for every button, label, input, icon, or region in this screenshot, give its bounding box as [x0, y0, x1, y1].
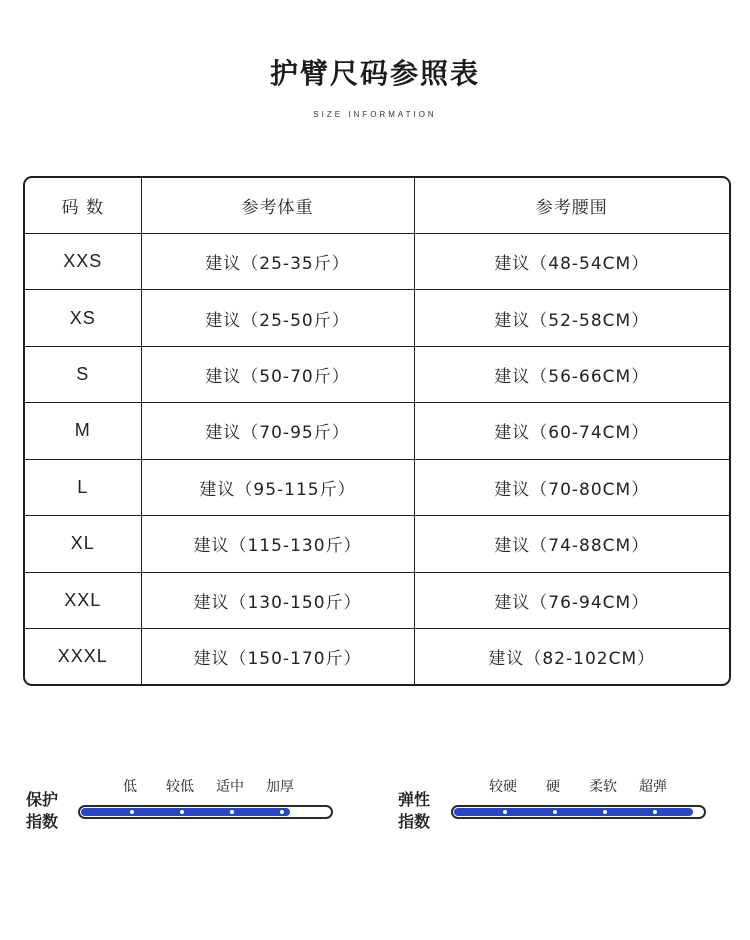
level-dot — [280, 810, 284, 814]
size-cell: XXXL — [25, 629, 141, 684]
elasticity-level-label: 超弹 — [639, 779, 667, 795]
protection-level-bar — [78, 805, 333, 819]
weight-cell: 建议（25-50斤） — [141, 290, 414, 346]
size-cell: M — [25, 403, 141, 459]
waist-cell: 建议（56-66CM） — [414, 346, 729, 402]
waist-cell: 建议（76-94CM） — [414, 572, 729, 628]
weight-cell: 建议（95-115斤） — [141, 459, 414, 515]
table-header-row — [25, 178, 729, 233]
size-cell: XL — [25, 516, 141, 572]
elasticity-level-bar — [451, 805, 706, 819]
size-cell: S — [25, 346, 141, 402]
level-dot — [180, 810, 184, 814]
page-subtitle: SIZE INFORMATION — [313, 110, 437, 119]
level-dot — [603, 810, 607, 814]
weight-cell: 建议（130-150斤） — [141, 572, 414, 628]
protection-bar-fill — [81, 808, 290, 816]
elasticity-level-label: 柔软 — [589, 779, 617, 795]
waist-cell: 建议（70-80CM） — [414, 459, 729, 515]
header-size: 码 数 — [25, 178, 141, 233]
table-row — [25, 346, 729, 402]
level-dot — [553, 810, 557, 814]
protection-level-label: 加厚 — [266, 779, 294, 795]
level-dot — [503, 810, 507, 814]
protection-title-line2: 指数 — [26, 812, 59, 831]
table-row — [25, 629, 729, 684]
elasticity-bar-fill — [454, 808, 693, 816]
elasticity-level-label: 硬 — [546, 779, 560, 795]
protection-level-label: 适中 — [216, 779, 244, 795]
header-waist: 参考腰围 — [414, 178, 729, 233]
weight-cell: 建议（25-35斤） — [141, 233, 414, 289]
waist-cell: 建议（74-88CM） — [414, 516, 729, 572]
table-row — [25, 403, 729, 459]
table-row — [25, 290, 729, 346]
header-weight: 参考体重 — [141, 178, 414, 233]
size-table — [23, 176, 731, 686]
size-cell: XXS — [25, 233, 141, 289]
table-row — [25, 459, 729, 515]
protection-level-label: 较低 — [166, 779, 194, 795]
size-cell: XXL — [25, 572, 141, 628]
level-dot — [653, 810, 657, 814]
elasticity-title-line2: 指数 — [398, 812, 431, 831]
page-title: 护臂尺码参照表 — [269, 57, 480, 90]
table-row — [25, 516, 729, 572]
protection-title-line1: 保护 — [26, 790, 59, 809]
table-row — [25, 572, 729, 628]
waist-cell: 建议（52-58CM） — [414, 290, 729, 346]
elasticity-level-label: 较硬 — [489, 779, 517, 795]
table-row — [25, 233, 729, 289]
weight-cell: 建议（150-170斤） — [141, 629, 414, 684]
waist-cell: 建议（48-54CM） — [414, 233, 729, 289]
level-dot — [130, 810, 134, 814]
waist-cell: 建议（82-102CM） — [414, 629, 729, 684]
elasticity-title-line1: 弹性 — [398, 790, 431, 809]
weight-cell: 建议（50-70斤） — [141, 346, 414, 402]
size-cell: L — [25, 459, 141, 515]
protection-index-title — [26, 789, 66, 833]
elasticity-index-title — [398, 789, 438, 833]
weight-cell: 建议（70-95斤） — [141, 403, 414, 459]
waist-cell: 建议（60-74CM） — [414, 403, 729, 459]
protection-level-label: 低 — [123, 779, 137, 795]
weight-cell: 建议（115-130斤） — [141, 516, 414, 572]
level-dot — [230, 810, 234, 814]
size-cell: XS — [25, 290, 141, 346]
